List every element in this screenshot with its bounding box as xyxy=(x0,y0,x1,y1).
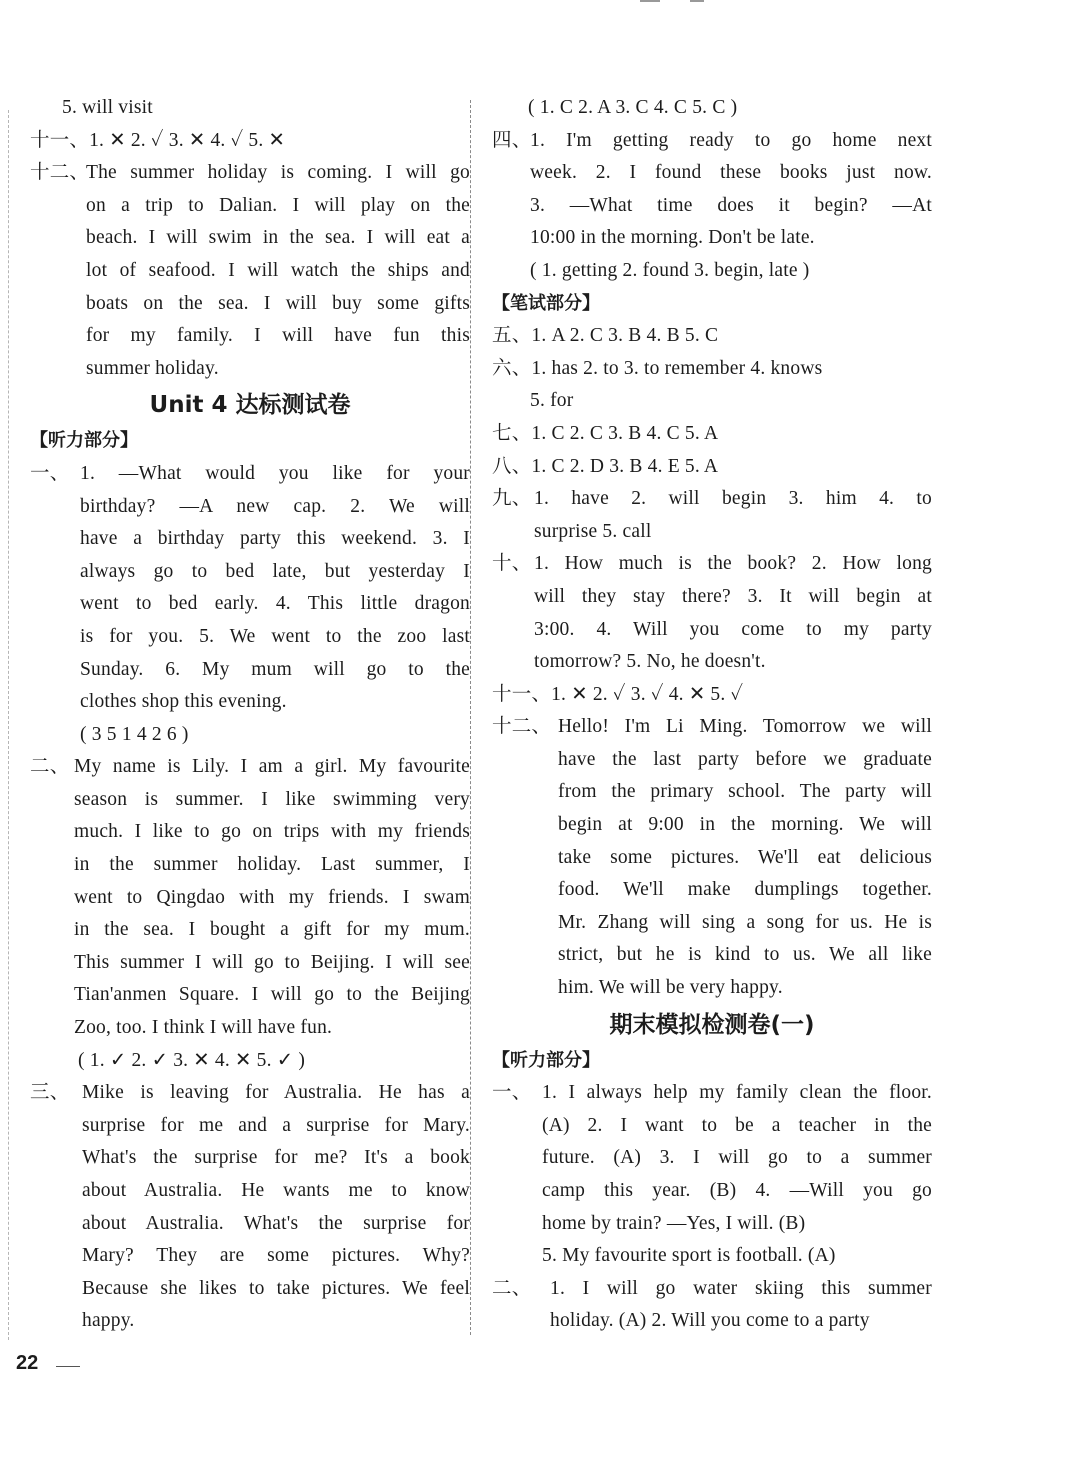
answer-text: begin at 9:00 in the morning. We will xyxy=(558,814,932,836)
top-print-mark xyxy=(640,0,660,2)
answer-text: will they stay there? 3. It will begin at xyxy=(534,585,932,607)
answer-text: food. We'll make dumplings together. xyxy=(558,879,932,901)
question-number: 三、 xyxy=(30,1082,70,1104)
answer-line xyxy=(492,1077,932,1110)
answer-line xyxy=(492,907,932,940)
answer-line xyxy=(30,255,470,288)
answer-line xyxy=(492,776,932,809)
answer-line xyxy=(492,744,932,777)
answer-line xyxy=(492,1110,932,1143)
answer-line xyxy=(492,1208,932,1241)
answer-line xyxy=(492,1240,932,1273)
answer-text: ( 3 5 1 4 2 6 ) xyxy=(80,723,189,745)
answer-line xyxy=(492,874,932,907)
answer-line xyxy=(30,654,470,687)
answer-text: 1. I'm getting ready to go home next xyxy=(530,129,932,151)
answer-line xyxy=(492,255,932,288)
answer-text: future. (A) 3. I will go to a summer xyxy=(542,1147,932,1169)
answer-text: happy. xyxy=(82,1310,135,1332)
answer-text: lot of seafood. I will watch the ships and xyxy=(86,259,470,281)
answer-line xyxy=(30,1045,470,1078)
answer-line xyxy=(492,939,932,972)
answer-line xyxy=(492,972,932,1005)
answer-text: 1. —What would you like for your xyxy=(80,462,470,484)
answer-line xyxy=(492,418,932,451)
answer-text: 八、1. C 2. D 3. B 4. E 5. A xyxy=(492,455,719,477)
answer-line xyxy=(492,679,932,712)
answer-line xyxy=(492,842,932,875)
answer-line xyxy=(30,1110,470,1143)
answer-text: My name is Lily. I am a girl. My favourite xyxy=(74,756,470,778)
answer-line xyxy=(492,190,932,223)
answer-line xyxy=(492,516,932,549)
answer-text: Hello! I'm Li Ming. Tomorrow we will xyxy=(558,716,932,738)
question-number: 二、 xyxy=(30,756,70,778)
right-column xyxy=(492,92,932,1338)
answer-text: Mary? They are some pictures. Why? xyxy=(82,1245,470,1267)
column-divider xyxy=(470,100,471,1335)
question-number: 十、 xyxy=(492,553,532,575)
question-number: 一、 xyxy=(30,462,70,484)
answer-text: much. I like to go on trips with my friends xyxy=(74,821,470,843)
answer-line xyxy=(492,711,932,744)
answer-line xyxy=(492,483,932,516)
answer-line xyxy=(30,1305,470,1338)
answer-text: birthday? —A new cap. 2. We will xyxy=(80,495,470,517)
answer-text: 1. I always help my family clean the floor. xyxy=(542,1082,932,1104)
answer-text: Because she likes to take pictures. We feel xyxy=(82,1277,470,1299)
answer-text: went to bed early. 4. This little dragon xyxy=(80,593,470,615)
answer-text: on a trip to Dalian. I will play on the xyxy=(86,194,470,216)
answer-text: tomorrow? 5. No, he doesn't. xyxy=(534,651,766,673)
left-column xyxy=(30,92,470,1338)
section-title: Unit 4 达标测试卷 xyxy=(149,392,351,419)
top-print-mark xyxy=(690,0,704,2)
answer-text: 5. will visit xyxy=(62,97,153,118)
answer-line xyxy=(492,1273,932,1306)
answer-line xyxy=(30,523,470,556)
answer-line xyxy=(30,1208,470,1241)
answer-line xyxy=(492,548,932,581)
answer-line xyxy=(492,222,932,255)
answer-line xyxy=(492,581,932,614)
answer-text: clothes shop this evening. xyxy=(80,691,287,713)
answer-text: ( 1. getting 2. found 3. begin, late ) xyxy=(530,259,810,281)
answer-text: season is summer. I like swimming very xyxy=(74,788,470,810)
answer-text: 十一、1. ✕ 2. ✓ 3. ✕ 4. ✓ 5. ✕ xyxy=(30,129,286,151)
answer-text: surprise 5. call xyxy=(534,520,652,542)
answer-line xyxy=(30,882,470,915)
answer-text: 3:00. 4. Will you come to my party xyxy=(534,618,932,640)
answer-text: 六、1. has 2. to 3. to remember 4. knows xyxy=(492,357,823,379)
answer-text: is for you. 5. We went to the zoo last xyxy=(80,625,470,647)
answer-text: take some pictures. We'll eat delicious xyxy=(558,846,932,868)
answer-line xyxy=(492,1305,932,1338)
answer-text: Zoo, too. I think I will have fun. xyxy=(74,1017,333,1039)
answer-line xyxy=(30,222,470,255)
answer-line xyxy=(30,719,470,752)
answer-line xyxy=(492,385,932,418)
answer-line xyxy=(30,458,470,491)
answer-line xyxy=(30,1012,470,1045)
question-number: 一、 xyxy=(492,1082,532,1104)
answer-line xyxy=(30,1077,470,1110)
answer-line xyxy=(30,353,470,386)
answer-line xyxy=(30,751,470,784)
answer-text: about Australia. He wants me to know xyxy=(82,1180,470,1201)
part-heading: 【听力部分】 xyxy=(30,430,138,452)
answer-line xyxy=(30,784,470,817)
answer-line xyxy=(30,157,470,190)
answer-text: Tian'anmen Square. I will go to the Beijing xyxy=(74,984,470,1006)
answer-line xyxy=(492,353,932,386)
answer-text: This summer I will go to Beijing. I will see xyxy=(74,951,470,973)
answer-text: 1. I will go water skiing this summer xyxy=(550,1277,932,1299)
answer-text: have a birthday party this weekend. 3. I xyxy=(80,528,470,550)
answer-line xyxy=(30,1240,470,1273)
answer-text: 10:00 in the morning. Don't be late. xyxy=(530,227,815,249)
answer-text: have the last party before we graduate xyxy=(558,748,932,770)
answer-line xyxy=(492,92,932,125)
answer-text: in the sea. I bought a gift for my mum. xyxy=(74,919,470,941)
answer-text: camp this year. (B) 4. —Will you go xyxy=(542,1180,932,1201)
answer-text: from the primary school. The party will xyxy=(558,781,932,803)
answer-text: boats on the sea. I will buy some gifts xyxy=(86,292,470,314)
answer-text: home by train? —Yes, I will. (B) xyxy=(542,1212,806,1234)
answer-text: about Australia. What's the surprise for xyxy=(82,1212,470,1234)
answer-text: Sunday. 6. My mum will go to the xyxy=(80,658,470,680)
answer-text: 5. My favourite sport is football. (A) xyxy=(542,1245,836,1267)
page-edge-guide xyxy=(8,110,9,1340)
answer-text: week. 2. I found these books just now. xyxy=(530,162,932,184)
answer-text: 1. have 2. will begin 3. him 4. to xyxy=(534,488,932,510)
answer-text: ( 1. ✓ 2. ✓ 3. ✕ 4. ✕ 5. ✓ ) xyxy=(78,1049,306,1071)
answer-line xyxy=(30,491,470,524)
answer-text: 十一、1. ✕ 2. ✓ 3. ✓ 4. ✕ 5. ✓ xyxy=(492,683,744,705)
answer-text: The summer holiday is coming. I will go xyxy=(86,162,470,184)
answer-text: What's the surprise for me? It's a book xyxy=(82,1147,470,1169)
question-number: 十二、 xyxy=(30,162,90,184)
answer-text: 七、1. C 2. C 3. B 4. C 5. A xyxy=(492,422,719,444)
answer-text: always go to bed late, but yesterday I xyxy=(80,560,470,582)
answer-line xyxy=(30,190,470,223)
answer-line xyxy=(492,157,932,190)
answer-text: for my family. I will have fun this xyxy=(86,325,470,347)
answer-text: 1. How much is the book? 2. How long xyxy=(534,553,932,575)
answer-line xyxy=(30,320,470,353)
answer-line xyxy=(492,1175,932,1208)
part-heading: 【听力部分】 xyxy=(492,1049,600,1071)
answer-text: beach. I will swim in the sea. I will eat a xyxy=(86,227,470,249)
answer-line xyxy=(30,914,470,947)
answer-line xyxy=(30,621,470,654)
answer-line xyxy=(30,947,470,980)
answer-text: 3. —What time does it begin? —At xyxy=(530,194,932,216)
question-number: 九、 xyxy=(492,488,532,510)
answer-line xyxy=(30,686,470,719)
answer-text: ( 1. C 2. A 3. C 4. C 5. C ) xyxy=(528,97,738,118)
answer-text: 五、1. A 2. C 3. B 4. B 5. C xyxy=(492,325,719,347)
answer-text: surprise for me and a surprise for Mary. xyxy=(82,1114,470,1136)
answer-line xyxy=(30,849,470,882)
answer-line xyxy=(492,809,932,842)
answer-text: (A) 2. I want to be a teacher in the xyxy=(542,1114,932,1136)
answer-text: summer holiday. xyxy=(86,357,219,379)
answer-line xyxy=(30,1273,470,1306)
part-heading: 【笔试部分】 xyxy=(492,292,600,314)
question-number: 十二、 xyxy=(492,716,552,738)
page-number-rule xyxy=(56,1366,80,1367)
section-title: 期末模拟检测卷(一) xyxy=(609,1011,815,1038)
answer-line xyxy=(492,646,932,679)
answer-line xyxy=(30,816,470,849)
answer-line xyxy=(492,1142,932,1175)
answer-text: strict, but he is kind to us. We all like xyxy=(558,944,932,966)
answer-line xyxy=(492,451,932,484)
answer-line xyxy=(30,288,470,321)
answer-text: holiday. (A) 2. Will you come to a party xyxy=(550,1310,870,1332)
answer-text: Mr. Zhang will sing a song for us. He is xyxy=(558,911,932,933)
answer-line xyxy=(30,1175,470,1208)
answer-line xyxy=(30,1142,470,1175)
answer-line xyxy=(30,125,470,158)
answer-text: in the summer holiday. Last summer, I xyxy=(74,854,470,876)
answer-line xyxy=(30,588,470,621)
answer-text: 5. for xyxy=(530,390,574,412)
answer-line xyxy=(492,320,932,353)
answer-line xyxy=(30,979,470,1012)
answer-line xyxy=(492,125,932,158)
answer-line xyxy=(492,614,932,647)
page-number: 22 xyxy=(16,1352,39,1374)
answer-line xyxy=(30,556,470,589)
answer-line xyxy=(30,92,470,125)
answer-text: went to Qingdao with my friends. I swam xyxy=(74,886,470,908)
answer-text: him. We will be very happy. xyxy=(558,977,783,999)
question-number: 二、 xyxy=(492,1277,532,1299)
answer-text: Mike is leaving for Australia. He has a xyxy=(82,1082,470,1104)
question-number: 四、 xyxy=(492,129,532,151)
